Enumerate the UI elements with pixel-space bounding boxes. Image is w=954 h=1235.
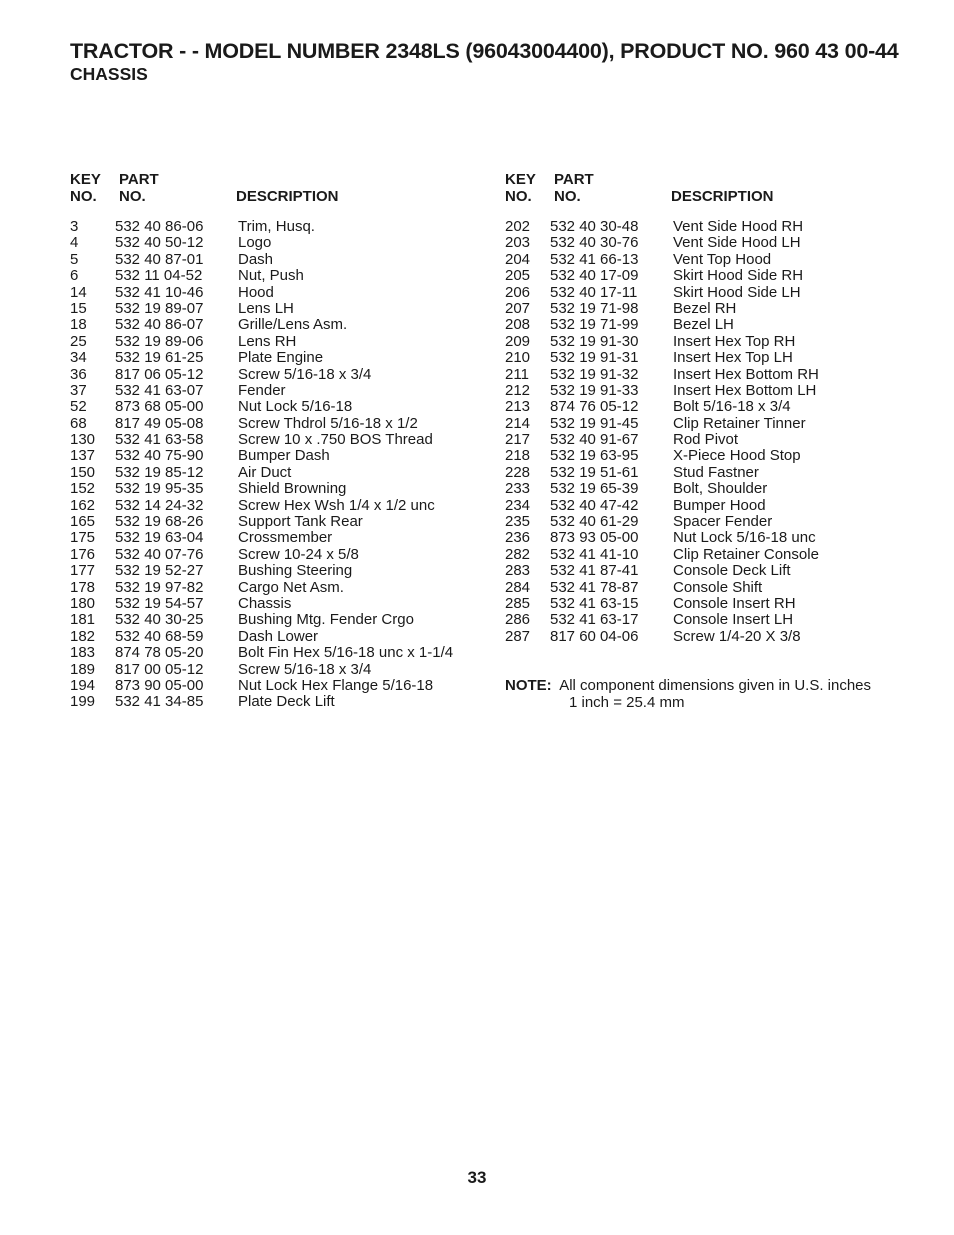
- part-description: Screw Hex Wsh 1/4 x 1/2 unc: [238, 496, 435, 514]
- part-number: 873 90 05-00: [115, 676, 204, 694]
- part-number: 532 11 04-52: [115, 267, 203, 285]
- part-description: Screw 5/16-18 x 3/4: [238, 660, 372, 678]
- part-number: 873 68 05-00: [115, 398, 204, 416]
- table-row: [70, 596, 490, 612]
- table-row: [505, 399, 925, 415]
- table-row: [505, 235, 925, 251]
- part-number: 532 19 91-33: [550, 381, 639, 399]
- part-description: Dash Lower: [238, 627, 319, 645]
- key-number: 15: [70, 299, 87, 317]
- part-number: 532 41 66-13: [550, 250, 639, 268]
- part-number: 532 19 71-99: [550, 316, 639, 334]
- part-description: Stud Fastner: [673, 463, 759, 481]
- table-row: [505, 268, 925, 284]
- table-row: [70, 694, 490, 710]
- key-number: 34: [70, 349, 87, 367]
- part-description: Nut Lock 5/16-18 unc: [673, 529, 816, 547]
- part-number: 532 40 30-25: [115, 611, 204, 629]
- part-description: Cargo Net Asm.: [238, 578, 344, 596]
- key-number: 178: [70, 578, 96, 596]
- header-part-line2: NO.: [119, 188, 146, 205]
- table-row: [505, 252, 925, 268]
- part-description: Insert Hex Bottom LH: [673, 381, 817, 399]
- part-number: 532 40 68-59: [115, 627, 204, 645]
- part-description: Vent Top Hood: [673, 250, 772, 268]
- key-number: 182: [70, 627, 96, 645]
- table-row: [70, 465, 490, 481]
- table-row: [70, 448, 490, 464]
- table-row: [70, 301, 490, 317]
- table-row: [505, 350, 925, 366]
- parts-table-left: [70, 171, 490, 711]
- table-row: [70, 547, 490, 563]
- header-description: DESCRIPTION: [671, 188, 774, 205]
- part-number: 532 41 10-46: [115, 283, 204, 301]
- key-number: 236: [505, 529, 531, 547]
- section-subtitle: CHASSIS: [70, 64, 148, 84]
- table-header: [70, 171, 490, 207]
- table-row: [70, 662, 490, 678]
- part-number: 532 41 63-15: [550, 594, 639, 612]
- table-row: [70, 498, 490, 514]
- key-number: 4: [70, 234, 79, 252]
- table-row: [70, 645, 490, 661]
- part-number: 532 40 86-07: [115, 316, 204, 334]
- key-number: 14: [70, 283, 87, 301]
- part-description: Clip Retainer Tinner: [673, 414, 806, 432]
- part-number: 532 40 91-67: [550, 431, 639, 449]
- part-description: Support Tank Rear: [238, 513, 363, 531]
- part-number: 532 19 89-07: [115, 299, 204, 317]
- part-description: Trim, Husq.: [238, 218, 315, 235]
- part-number: 817 06 05-12: [115, 365, 204, 383]
- key-number: 5: [70, 250, 79, 268]
- table-row: [70, 530, 490, 546]
- key-number: 218: [505, 447, 531, 465]
- key-number: 228: [505, 463, 531, 481]
- key-number: 212: [505, 381, 531, 399]
- key-number: 37: [70, 381, 87, 399]
- key-number: 3: [70, 218, 79, 235]
- table-row: [70, 580, 490, 596]
- table-row: [505, 285, 925, 301]
- part-number: 532 19 65-39: [550, 480, 639, 498]
- part-description: X-Piece Hood Stop: [673, 447, 801, 465]
- part-description: Bolt 5/16-18 x 3/4: [673, 398, 791, 416]
- table-row: [70, 399, 490, 415]
- part-number: 532 40 17-11: [550, 283, 638, 301]
- part-number: 532 40 86-06: [115, 218, 204, 235]
- part-number: 532 19 91-30: [550, 332, 639, 350]
- part-number: 817 49 05-08: [115, 414, 204, 432]
- key-number: 52: [70, 398, 87, 416]
- table-row: [70, 350, 490, 366]
- key-number: 181: [70, 611, 96, 629]
- key-number: 183: [70, 644, 96, 662]
- key-number: 214: [505, 414, 531, 432]
- part-description: Dash: [238, 250, 274, 268]
- part-number: 532 19 63-95: [550, 447, 639, 465]
- key-number: 209: [505, 332, 531, 350]
- key-number: 175: [70, 529, 96, 547]
- part-number: 532 19 51-61: [550, 463, 639, 481]
- part-description: Vent Side Hood LH: [673, 234, 801, 252]
- part-number: 532 40 50-12: [115, 234, 204, 252]
- part-description: Chassis: [238, 594, 292, 612]
- key-number: 206: [505, 283, 531, 301]
- part-description: Fender: [238, 381, 286, 399]
- page-number: 33: [467, 1168, 487, 1187]
- table-row: [70, 432, 490, 448]
- key-number: 213: [505, 398, 531, 416]
- part-number: 873 93 05-00: [550, 529, 639, 547]
- part-description: Air Duct: [238, 463, 292, 481]
- table-row: [505, 301, 925, 317]
- table-row: [70, 219, 490, 235]
- table-row: [70, 416, 490, 432]
- key-number: 18: [70, 316, 87, 334]
- part-description: Lens RH: [238, 332, 297, 350]
- part-number: 532 41 63-17: [550, 611, 639, 629]
- table-row: [505, 612, 925, 628]
- key-number: 217: [505, 431, 531, 449]
- key-number: 286: [505, 611, 531, 629]
- part-number: 532 40 47-42: [550, 496, 639, 514]
- part-description: Insert Hex Bottom RH: [673, 365, 819, 383]
- key-number: 150: [70, 463, 96, 481]
- key-number: 180: [70, 594, 96, 612]
- part-description: Plate Engine: [238, 349, 324, 367]
- key-number: 202: [505, 218, 531, 235]
- key-number: 235: [505, 513, 531, 531]
- table-row: [505, 334, 925, 350]
- key-number: 68: [70, 414, 87, 432]
- key-number: 211: [505, 365, 529, 383]
- header-part-line1: PART: [119, 171, 159, 188]
- table-row: [505, 563, 925, 579]
- table-row: [70, 285, 490, 301]
- part-description: Nut Lock 5/16-18: [238, 398, 353, 416]
- part-description: Console Shift: [673, 578, 763, 596]
- part-description: Shield Browning: [238, 480, 347, 498]
- part-number: 532 41 34-85: [115, 693, 204, 711]
- key-number: 176: [70, 545, 96, 563]
- part-number: 532 41 63-58: [115, 431, 204, 449]
- table-row: [70, 383, 490, 399]
- part-description: Vent Side Hood RH: [673, 218, 804, 235]
- part-number: 532 41 87-41: [550, 562, 639, 580]
- part-description: Logo: [238, 234, 272, 252]
- header-part-line1: PART: [554, 171, 594, 188]
- table-row: [505, 317, 925, 333]
- part-description: Screw 10 x .750 BOS Thread: [238, 431, 433, 449]
- table-row: [505, 416, 925, 432]
- part-description: Skirt Hood Side LH: [673, 283, 801, 301]
- part-description: Crossmember: [238, 529, 333, 547]
- dimensions-note: [505, 678, 925, 711]
- part-number: 874 76 05-12: [550, 398, 639, 416]
- part-number: 532 19 68-26: [115, 513, 204, 531]
- note-line2: 1 inch = 25.4 mm: [569, 693, 685, 711]
- table-body: [70, 219, 490, 711]
- header-key-line2: NO.: [70, 188, 97, 205]
- key-number: 25: [70, 332, 87, 350]
- note-line1: All component dimensions given in U.S. inches: [559, 677, 872, 694]
- part-description: Plate Deck Lift: [238, 693, 335, 711]
- table-row: [70, 235, 490, 251]
- part-description: Insert Hex Top RH: [673, 332, 796, 350]
- table-row: [70, 334, 490, 350]
- part-number: 532 19 61-25: [115, 349, 204, 367]
- part-description: Nut, Push: [238, 267, 304, 285]
- parts-table-right: [505, 171, 925, 645]
- part-number: 532 19 89-06: [115, 332, 204, 350]
- table-row: [70, 481, 490, 497]
- key-number: 6: [70, 267, 79, 285]
- table-row: [505, 383, 925, 399]
- key-number: 233: [505, 480, 531, 498]
- table-row: [505, 465, 925, 481]
- part-description: Screw 10-24 x 5/8: [238, 545, 359, 563]
- table-row: [505, 448, 925, 464]
- part-number: 532 19 52-27: [115, 562, 204, 580]
- table-row: [70, 629, 490, 645]
- table-row: [70, 514, 490, 530]
- key-number: 177: [70, 562, 96, 580]
- part-number: 532 19 91-31: [550, 349, 639, 367]
- table-row: [505, 367, 925, 383]
- header-key-line2: NO.: [505, 188, 532, 205]
- note-label: NOTE:: [505, 677, 552, 694]
- part-description: Console Insert RH: [673, 594, 796, 612]
- part-number: 532 40 87-01: [115, 250, 204, 268]
- part-description: Spacer Fender: [673, 513, 773, 531]
- part-number: 532 40 17-09: [550, 267, 639, 285]
- table-row: [505, 547, 925, 563]
- part-number: 532 41 78-87: [550, 578, 639, 596]
- table-row: [70, 268, 490, 284]
- header-key-line1: KEY: [70, 171, 101, 188]
- part-description: Lens LH: [238, 299, 294, 317]
- key-number: 130: [70, 431, 96, 449]
- part-description: Bushing Mtg. Fender Crgo: [238, 611, 414, 629]
- table-body: [505, 219, 925, 645]
- key-number: 283: [505, 562, 531, 580]
- table-row: [505, 596, 925, 612]
- part-description: Console Deck Lift: [673, 562, 791, 580]
- header-part-line2: NO.: [554, 188, 581, 205]
- part-number: 532 19 91-45: [550, 414, 639, 432]
- key-number: 165: [70, 513, 96, 531]
- part-number: 532 40 30-48: [550, 218, 639, 235]
- header-description: DESCRIPTION: [236, 188, 339, 205]
- part-number: 532 41 63-07: [115, 381, 204, 399]
- part-number: 532 19 95-35: [115, 480, 204, 498]
- part-number: 874 78 05-20: [115, 644, 204, 662]
- part-description: Bumper Dash: [238, 447, 330, 465]
- part-description: Skirt Hood Side RH: [673, 267, 804, 285]
- table-row: [70, 367, 490, 383]
- key-number: 203: [505, 234, 531, 252]
- table-row: [505, 530, 925, 546]
- key-number: 207: [505, 299, 531, 317]
- key-number: 282: [505, 545, 531, 563]
- part-number: 532 14 24-32: [115, 496, 204, 514]
- part-description: Screw 5/16-18 x 3/4: [238, 365, 372, 383]
- part-number: 532 40 30-76: [550, 234, 639, 252]
- part-description: Screw Thdrol 5/16-18 x 1/2: [238, 414, 418, 432]
- part-number: 532 40 75-90: [115, 447, 204, 465]
- key-number: 285: [505, 594, 531, 612]
- header-key-line1: KEY: [505, 171, 536, 188]
- part-description: Hood: [238, 283, 274, 301]
- part-number: 532 41 41-10: [550, 545, 639, 563]
- part-description: Bezel LH: [673, 316, 734, 334]
- key-number: 234: [505, 496, 531, 514]
- key-number: 210: [505, 349, 531, 367]
- table-row: [70, 678, 490, 694]
- part-description: Rod Pivot: [673, 431, 739, 449]
- key-number: 36: [70, 365, 87, 383]
- key-number: 189: [70, 660, 96, 678]
- key-number: 205: [505, 267, 531, 285]
- table-row: [505, 219, 925, 235]
- table-row: [505, 481, 925, 497]
- part-description: Nut Lock Hex Flange 5/16-18: [238, 676, 434, 694]
- part-number: 532 19 54-57: [115, 594, 204, 612]
- part-number: 532 40 61-29: [550, 513, 639, 531]
- table-row: [70, 563, 490, 579]
- table-row: [505, 580, 925, 596]
- part-description: Clip Retainer Console: [673, 545, 819, 563]
- table-row: [505, 498, 925, 514]
- table-header: [505, 171, 925, 207]
- key-number: 194: [70, 676, 96, 694]
- part-description: Screw 1/4-20 X 3/8: [673, 627, 801, 645]
- part-description: Bolt, Shoulder: [673, 480, 768, 498]
- part-number: 532 19 97-82: [115, 578, 204, 596]
- part-description: Bushing Steering: [238, 562, 353, 580]
- table-row: [505, 514, 925, 530]
- key-number: 204: [505, 250, 531, 268]
- key-number: 287: [505, 627, 531, 645]
- table-row: [70, 612, 490, 628]
- key-number: 162: [70, 496, 96, 514]
- key-number: 284: [505, 578, 531, 596]
- part-number: 532 19 91-32: [550, 365, 639, 383]
- part-description: Bezel RH: [673, 299, 737, 317]
- part-description: Bolt Fin Hex 5/16-18 unc x 1-1/4: [238, 644, 454, 662]
- part-number: 817 60 04-06: [550, 627, 639, 645]
- table-row: [505, 432, 925, 448]
- key-number: 137: [70, 447, 96, 465]
- part-description: Grille/Lens Asm.: [238, 316, 348, 334]
- key-number: 152: [70, 480, 96, 498]
- key-number: 199: [70, 693, 96, 711]
- part-description: Bumper Hood: [673, 496, 766, 514]
- key-number: 208: [505, 316, 531, 334]
- part-description: Console Insert LH: [673, 611, 794, 629]
- part-description: Insert Hex Top LH: [673, 349, 793, 367]
- table-row: [505, 629, 925, 645]
- part-number: 532 19 71-98: [550, 299, 639, 317]
- part-number: 532 19 63-04: [115, 529, 204, 547]
- part-number: 532 19 85-12: [115, 463, 204, 481]
- page-title: TRACTOR - - MODEL NUMBER 2348LS (96043004400), PRODUCT NO. 960 43 00-44: [70, 39, 899, 63]
- table-row: [70, 317, 490, 333]
- part-number: 532 40 07-76: [115, 545, 204, 563]
- table-row: [70, 252, 490, 268]
- part-number: 817 00 05-12: [115, 660, 204, 678]
